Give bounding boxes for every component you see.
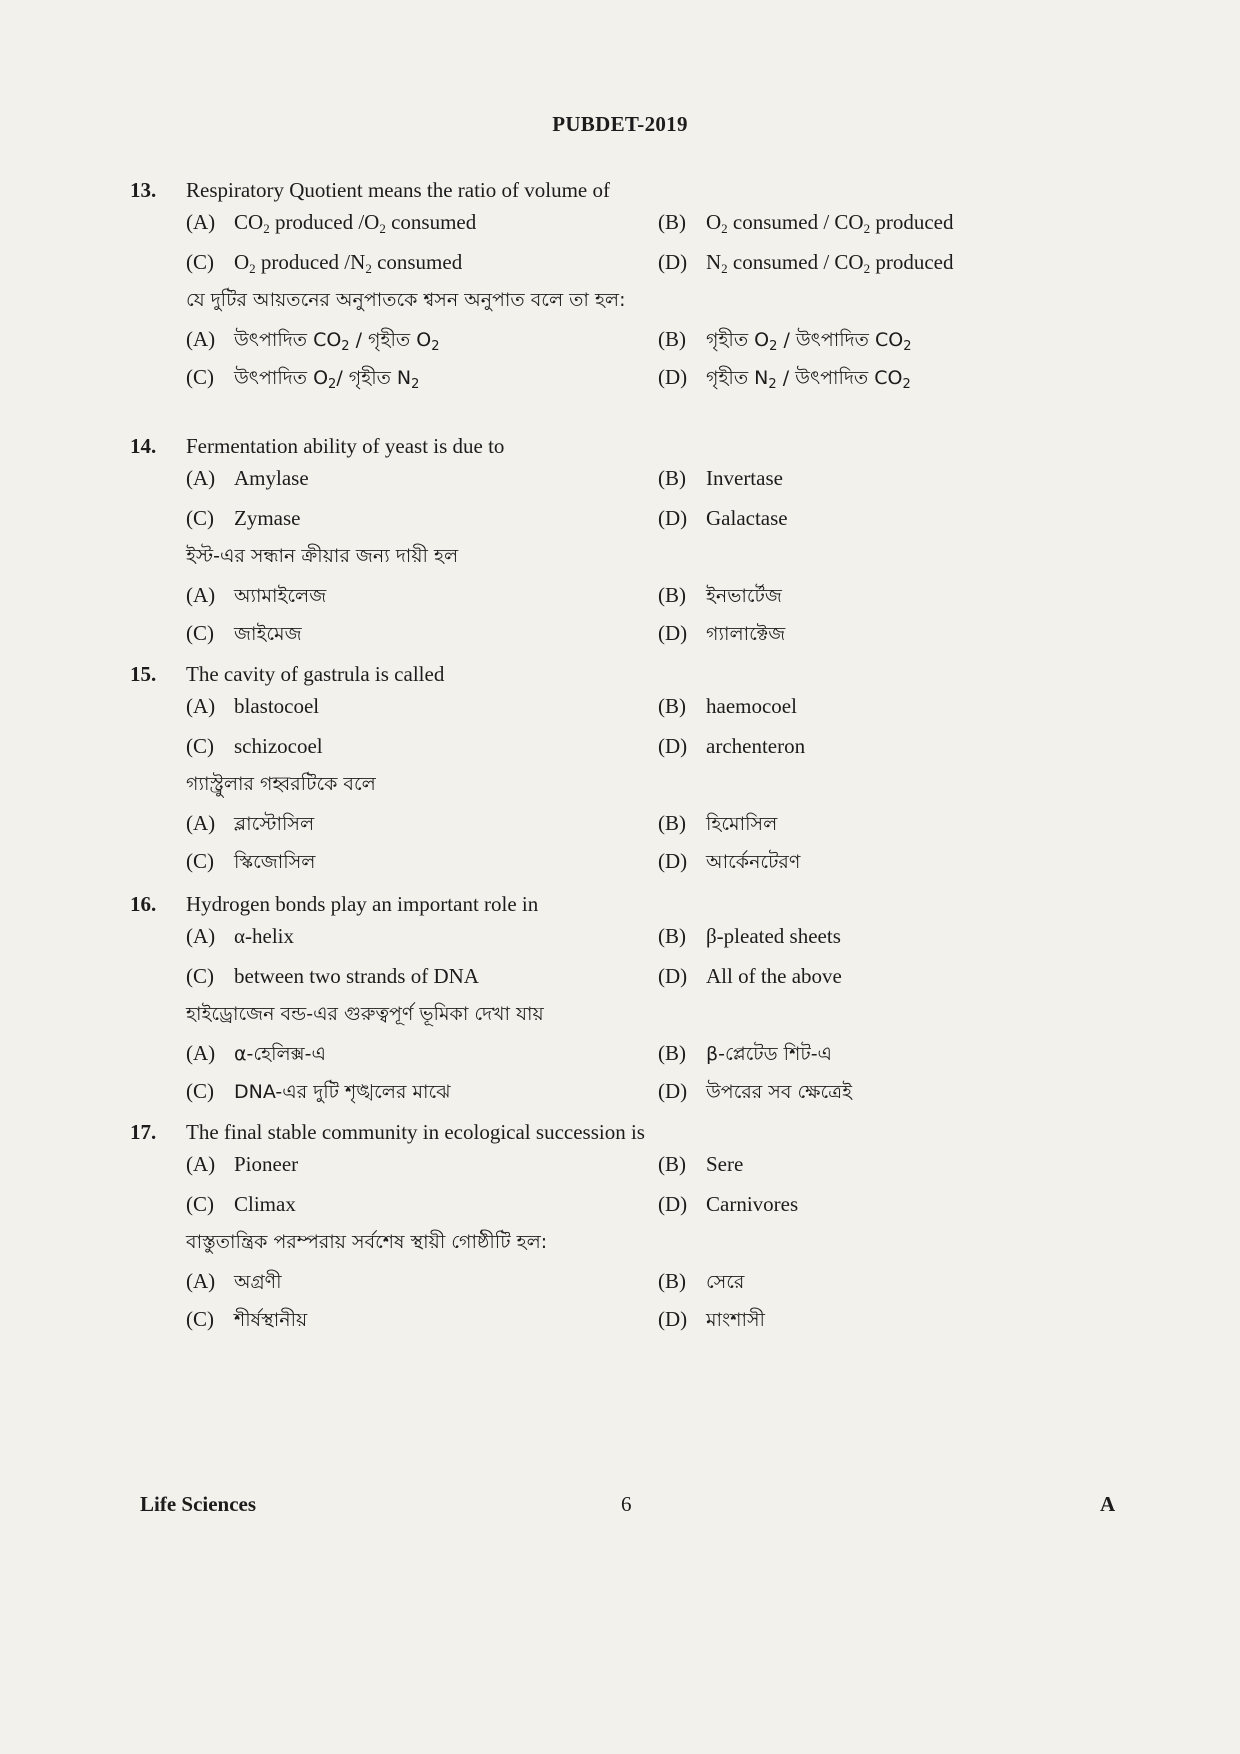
option-text: হিমোসিল [706,813,778,835]
option-label: (B) [658,210,686,234]
option-a [186,1152,298,1177]
bengali-option-c [186,848,315,880]
option-text: Galactase [706,506,788,530]
exam-title: PUBDET-2019 [552,112,688,136]
option-label: (C) [186,365,214,389]
option-d [658,964,842,989]
bengali-option-a [186,810,314,842]
option-text: Climax [234,1192,296,1216]
question-text: The cavity of gastrula is called [186,662,445,686]
question-text: Respiratory Quotient means the ratio of volume of [186,178,610,202]
option-label: (D) [658,734,688,758]
option-label: (C) [186,1079,214,1103]
bengali-option-a [186,1040,326,1072]
option-text: Carnivores [706,1192,799,1216]
bengali-question-text: হাইড্রোজেন বন্ড-এর গুরুত্বপূর্ণ ভূমিকা দেখা যায় [186,1003,544,1025]
option-label: (A) [186,1152,216,1176]
set-code: A [1100,1492,1116,1516]
option-text: অগ্রণী [234,1271,282,1293]
bengali-option-a [186,582,326,614]
bengali-option-d [658,1306,765,1338]
option-label: (D) [658,621,688,645]
option-text: β-প্লেটেড শিট-এ [706,1043,833,1065]
option-text: between two strands of DNA [234,964,479,988]
option-label: (B) [658,327,686,351]
option-text: α-helix [234,924,294,948]
bengali-option-c [186,620,302,652]
option-label: (C) [186,621,214,645]
question-text: The final stable community in ecological succession is [186,1120,645,1144]
option-label: (B) [658,1152,686,1176]
option-label: (B) [658,811,686,835]
option-label: (A) [186,210,216,234]
option-label: (D) [658,964,688,988]
option-d [658,734,805,759]
option-text: Pioneer [234,1152,299,1176]
option-label: (A) [186,327,216,351]
question-number: 16. [130,892,157,916]
option-text: উপরের সব ক্ষেত্রেই [706,1081,853,1103]
option-label: (B) [658,1269,686,1293]
option-text: All of the above [706,964,842,988]
option-b [658,924,841,949]
option-text: β-pleated sheets [706,924,841,948]
option-text: উৎপাদিত $CO_2$ / গৃহীত $O_2$ [234,329,440,354]
option-a [186,210,476,237]
option-label: (B) [658,1041,686,1065]
option-a [186,924,294,949]
bengali-option-c [186,364,419,396]
option-label: (A) [186,466,216,490]
option-label: (B) [658,583,686,607]
bengali-option-d [658,620,785,652]
bengali-option-b [658,582,782,614]
bengali-option-b [658,1268,744,1300]
option-label: (D) [658,849,688,873]
bengali-option-c [186,1078,451,1110]
option-label: (C) [186,1307,214,1331]
bengali-question-text: গ্যাস্ট্রুলার গহ্বরটিকে বলে [186,773,376,795]
option-text: haemocoel [706,694,797,718]
option-text: ব্লাস্টোসিল [234,813,315,835]
bengali-option-a [186,1268,282,1300]
bengali-question-text: ইস্ট-এর সন্ধান ক্রীয়ার জন্য দায়ী হল [186,545,459,567]
option-label: (C) [186,849,214,873]
bengali-option-b [658,810,777,842]
option-c [186,734,323,759]
option-a [186,694,319,719]
option-c [186,250,462,277]
option-text: জাইমেজ [234,623,302,645]
option-label: (C) [186,250,214,274]
bengali-option-d [658,1078,852,1110]
question-number: 13. [130,178,157,202]
option-text: $CO_2$ produced $/O_2$ consumed [234,210,477,236]
bengali-option-b [658,1040,832,1072]
option-b [658,1152,743,1177]
question-text: Hydrogen bonds play an important role in [186,892,539,916]
option-label: (D) [658,1307,688,1331]
option-c [186,1192,296,1217]
option-d [658,1192,798,1217]
option-d [658,506,788,531]
option-a [186,466,309,491]
option-text: গৃহীত $O_2$ / উৎপাদিত $CO_2$ [706,329,912,354]
option-label: (A) [186,811,216,835]
option-text: মাংশাসী [706,1309,765,1331]
option-text: ইনভার্টেজ [706,585,782,607]
option-b [658,210,953,237]
bengali-question-text: বাস্তুতান্ত্রিক পরম্পরায় সর্বশেষ স্থায়ী গোষ্ঠীটি হল: [186,1231,548,1253]
option-text: উৎপাদিত $O_2/$ গৃহীত $N_2$ [234,367,420,392]
option-text: Amylase [234,466,309,490]
option-label: (D) [658,250,688,274]
option-text: স্কিজোসিল [234,851,316,873]
option-text: DNA-এর দুটি শৃঙ্খলের মাঝে [234,1081,451,1103]
option-label: (D) [658,365,688,389]
subject-name: Life Sciences [140,1492,257,1516]
bengali-option-d [658,848,800,880]
option-text: গৃহীত $N_2$ / উৎপাদিত $CO_2$ [706,367,911,392]
option-text: archenteron [706,734,806,758]
option-text: গ্যালাক্টেজ [706,623,786,645]
option-text: $N_2$ consumed / $CO_2$ produced [706,250,954,276]
option-text: blastocoel [234,694,320,718]
option-text: সেরে [706,1271,745,1293]
option-text: schizocoel [234,734,323,758]
option-text: $O_2$ produced $/N_2$ consumed [234,250,463,276]
option-c [186,506,300,531]
option-label: (D) [658,506,688,530]
option-label: (B) [658,924,686,948]
question-number: 17. [130,1120,157,1144]
option-label: (A) [186,1041,216,1065]
option-label: (C) [186,506,214,530]
option-label: (A) [186,924,216,948]
option-text: শীর্ষস্থানীয় [234,1309,308,1331]
bengali-question-text: যে দুটির আয়তনের অনুপাতকে শ্বসন অনুপাত বলে তা হল: [186,289,626,311]
question-text: Fermentation ability of yeast is due to [186,434,505,458]
option-b [658,694,797,719]
option-label: (D) [658,1192,688,1216]
option-text: Invertase [706,466,783,490]
bengali-option-d [658,364,911,396]
option-label: (A) [186,1269,216,1293]
option-text: আর্কেনটেরণ [706,851,801,873]
option-label: (B) [658,694,686,718]
option-label: (D) [658,1079,688,1103]
option-label: (A) [186,583,216,607]
option-c [186,964,479,989]
option-text: অ্যামাইলেজ [234,585,327,607]
option-text: α-হেলিক্স-এ [234,1043,326,1065]
question-number: 14. [130,434,157,458]
option-label: (C) [186,734,214,758]
bengali-option-a [186,326,439,358]
option-label: (C) [186,964,214,988]
question-number: 15. [130,662,157,686]
option-label: (C) [186,1192,214,1216]
bengali-option-b [658,326,911,358]
page-number: 6 [621,1492,632,1516]
option-label: (A) [186,694,216,718]
option-text: Sere [706,1152,744,1176]
option-d [658,250,953,277]
option-text: $O_2$ consumed / $CO_2$ produced [706,210,954,236]
option-text: Zymase [234,506,301,530]
bengali-option-c [186,1306,307,1338]
option-label: (B) [658,466,686,490]
option-b [658,466,783,491]
